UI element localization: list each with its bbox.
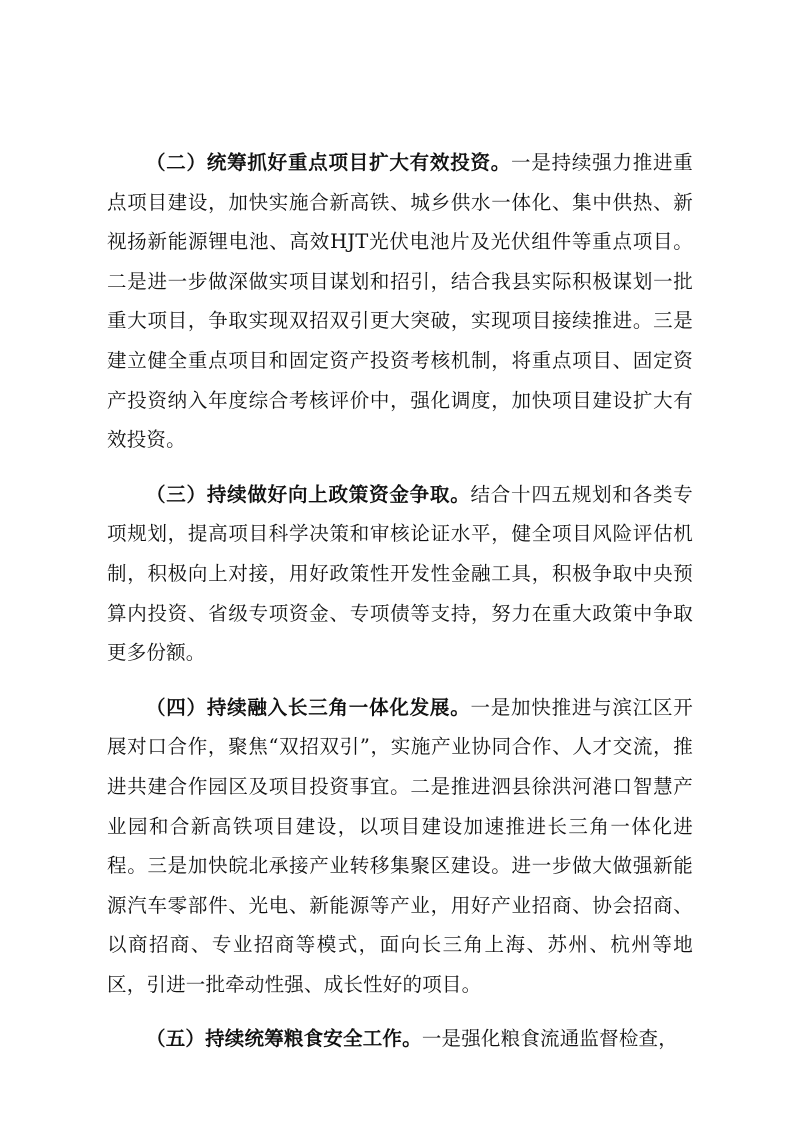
section-heading-4: （四）持续融入长三角一体化发展。 <box>146 695 471 719</box>
section-heading-2: （二）统筹抓好重点项目扩大有效投资。 <box>146 151 512 174</box>
section-text-4: 一是加快推进与滨江区开展对口合作，聚焦“双招双引”，实施产业协同合作、人才交流，推进共建合作园区及项目投资事宜。二是推进泗县徐洪河港口智慧产业园和合新高铁项目建设，以项目建设加速推进长三角一体化进程。三是加快皖北承接产业转移集聚区建设。进一步做大做强新能源汽车零部件、光电、新能源等产业，用好产业招商、协会招商、以商招商、专业招商等模式，面向长三角上海、苏州、杭州等地区，引进一批牵动性强、成长性好的项目。 <box>107 695 694 996</box>
paragraph-4 <box>107 688 693 1005</box>
section-heading-5: （五）持续统筹粮食安全工作。 <box>146 1027 422 1051</box>
section-text-2: 一是持续强力推进重点项目建设，加快实施合新高铁、城乡供水一体化、集中供热、新视扬新能源锂电池、高效HJT光伏电池片及光伏组件等重点项目。二是进一步做深做实项目谋划和招引，结合我县实际积极谋划一批重大项目，争取实现双招双引更大突破，实现项目接续推进。三是建立健全重点项目和固定资产投资考核机制，将重点项目、固定资产投资纳入年度综合考核评价中，强化调度，加快项目建设扩大有效投资。 <box>107 151 693 452</box>
section-heading-3: （三）持续做好向上政策资金争取。 <box>146 482 471 506</box>
section-text-3: 结合十四五规划和各类专项规划，提高项目科学决策和审核论证水平，健全项目风险评估机制，积极向上对接，用好政策性开发性金融工具，积极争取中央预算内投资、省级专项资金、专项债等支持，努力在重大政策中争取更多份额。 <box>107 482 694 665</box>
paragraph-3 <box>107 475 693 673</box>
paragraph-5 <box>107 1019 693 1059</box>
section-text-5: 一是强化粮食流通监督检查， <box>421 1027 678 1051</box>
paragraph-2 <box>107 143 693 460</box>
document-body <box>107 143 693 1074</box>
